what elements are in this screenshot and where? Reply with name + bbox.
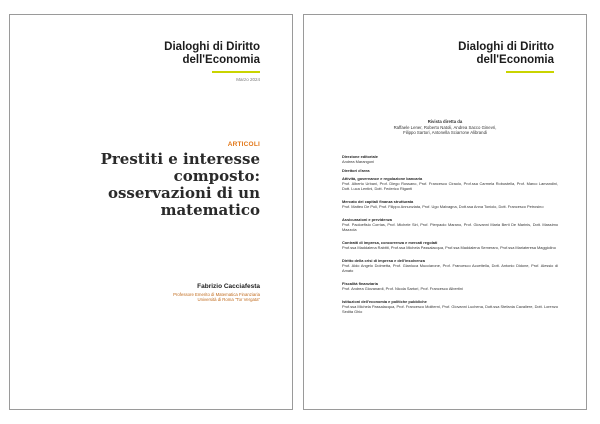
author-affiliation — [173, 292, 260, 303]
editorial-direction-block — [342, 154, 558, 164]
area-members: Prof. Andrea Giovanardi, Prof. Nicola Sartori, Prof. Francesco Albertini — [342, 286, 463, 292]
areas-director-block — [342, 168, 558, 173]
section-label: ARTICOLI — [227, 141, 260, 148]
board-listing — [342, 154, 558, 322]
area-section — [342, 281, 558, 291]
masthead-line1: Dialoghi di Diritto — [164, 41, 260, 53]
area-section — [342, 176, 558, 191]
area-heading: Attività, governance e regolazione bancaria — [342, 176, 423, 182]
masthead-accent-rule — [212, 71, 260, 73]
area-heading: Assicurazioni e previdenza — [342, 217, 392, 223]
editors-block — [304, 119, 586, 136]
area-heading: Diritto della crisi di impresa e dell'insolvenza — [342, 258, 425, 264]
title-line: Prestiti e interesse — [100, 150, 260, 168]
journal-masthead — [458, 41, 554, 67]
journal-masthead — [164, 41, 260, 67]
area-section — [342, 299, 558, 314]
editors-line: Raffaele Lener, Roberto Natoli, Andrea Sacco Ginevri, — [393, 124, 497, 130]
area-heading: Mercato dei capitali finanza strutturata — [342, 199, 414, 205]
title-line: matematico — [160, 201, 260, 219]
area-section — [342, 217, 558, 232]
title-line: composto: — [173, 167, 260, 185]
author-name: Fabrizio Cacciafesta — [197, 283, 260, 290]
editors-line: Filippo Sartori, Antonella Sciarrone Alibrandi — [403, 130, 487, 136]
editorial-board-page — [303, 14, 587, 410]
article-cover-page — [9, 14, 293, 410]
editorial-direction-name: Andrea Marangoni — [342, 159, 375, 164]
area-heading: Contratti di impresa, concorrenza e mercati regolati — [342, 240, 438, 246]
area-section — [342, 258, 558, 273]
area-section — [342, 199, 558, 209]
article-title — [60, 151, 260, 219]
area-members: Prof.ssa Michela Passalacqua, Prof. Francesco Moliterni, Prof. Giovanni Luchena, Dott.ssa Stefania Cavaliere, Dott. Lorenzo Sedita Ghio — [342, 304, 558, 315]
area-heading: Istituzioni dell'economia e politiche pubbliche — [342, 299, 427, 305]
masthead-line1: Dialoghi di Diritto — [458, 41, 554, 53]
affiliation-line: Università di Roma "Tor Vergata" — [197, 297, 260, 303]
editorial-direction-label: Direzione editoriale — [342, 154, 378, 159]
issue-date: Marzo 2024 — [236, 77, 260, 82]
area-heading: Fiscalità finanziaria — [342, 281, 378, 287]
title-line: osservazioni di un — [107, 184, 260, 202]
affiliation-line: Professore Emerito di Matematica Finanziaria — [173, 292, 260, 297]
area-members: Prof. Aldo Angelo Dolmetta, Prof. Gianluca Mucciarone, Prof. Francesco Accettella, Dott. Antonio Didone, Prof. Alessio di Amato — [342, 263, 558, 274]
area-members: Prof.ssa Maddalena Rabitti, Prof.ssa Michela Passalacqua, Prof.ssa Maddalena Semeraro, Prof.ssa Mariateresa Maggiolino — [342, 245, 556, 251]
edited-by-label: Rivista diretta da — [427, 119, 463, 124]
area-members: Prof. Matteo De Poli, Prof. Filippo Annunziata, Prof. Ugo Malvagna, Dott.ssa Anna Toniolo, Dott. Francesco Petrosino — [342, 204, 544, 210]
area-section — [342, 240, 558, 250]
masthead-line2: dell'Economia — [476, 54, 554, 66]
area-members: Prof. Alberto Urbani, Prof. Diego Rossano, Prof. Francesco Ciraolo, Prof.ssa Carmela Robustella, Prof. Marco Lamandini, Dott. Luca Lentini, Dott. Federico Riganti — [342, 181, 558, 192]
areas-director-label: Direttori d'area — [342, 167, 370, 173]
area-members: Prof. Paoloefisio Corrias, Prof. Michele Siri, Prof. Pierpaolo Marano, Prof. Giovanni Maria Berti De Marinis, Dott. Massimo Mazzola — [342, 222, 558, 233]
masthead-accent-rule — [506, 71, 554, 73]
masthead-line2: dell'Economia — [182, 54, 260, 66]
